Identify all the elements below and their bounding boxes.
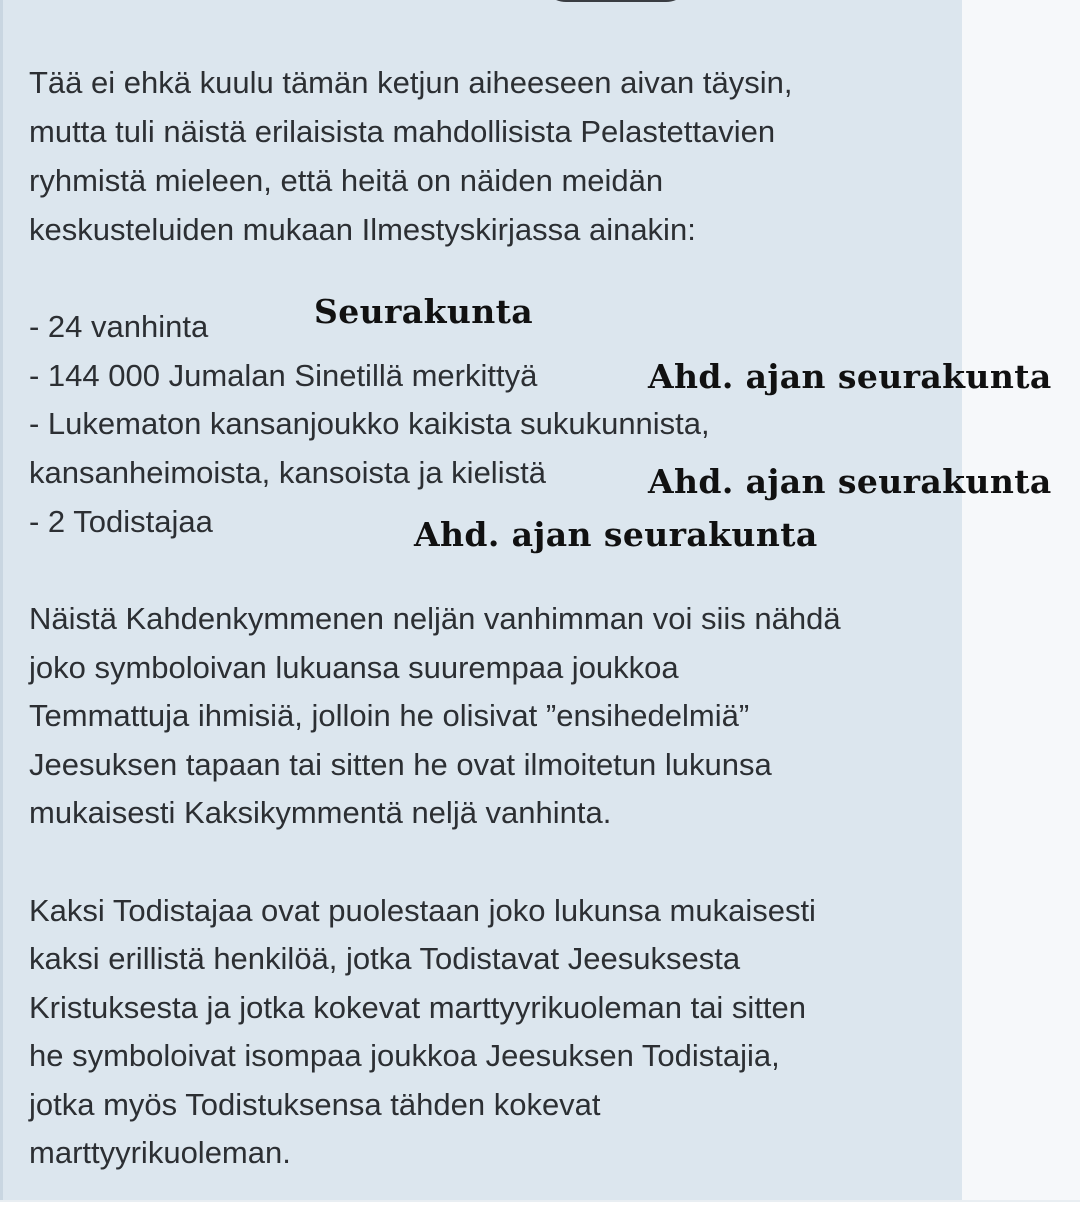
paragraph-3-line: Kristuksesta ja jotka kokevat marttyyrikuoleman tai sitten bbox=[29, 990, 807, 1025]
list-item-24-elders: - 24 vanhinta bbox=[29, 309, 209, 344]
paragraph-3-line: marttyyrikuoleman. bbox=[29, 1135, 291, 1170]
paragraph-2-line: Jeesuksen tapaan tai sitten he ovat ilmoitetun lukunsa bbox=[29, 747, 772, 782]
list-item-two-witnesses: - 2 Todistajaa bbox=[29, 504, 213, 539]
annotation-ahd-ajan-seurakunta: Ahd. ajan seurakunta bbox=[648, 462, 1052, 501]
paragraph-3-line: he symboloivat isompaa joukkoa Jeesuksen Todistajia, bbox=[29, 1038, 780, 1073]
list-item-multitude-continued: kansanheimoista, kansoista ja kielistä bbox=[29, 455, 546, 490]
paragraph-1-line: keskusteluiden mukaan Ilmestyskirjassa ainakin: bbox=[29, 212, 696, 247]
bottom-divider bbox=[0, 1200, 1080, 1202]
list-item-144000: - 144 000 Jumalan Sinetillä merkittyä bbox=[29, 358, 538, 393]
panel-edge bbox=[0, 0, 3, 1200]
paragraph-2-line: Näistä Kahdenkymmenen neljän vanhimman voi siis nähdä bbox=[29, 601, 841, 636]
paragraph-2-line: joko symboloivan lukuansa suurempaa joukkoa bbox=[29, 650, 679, 685]
cut-off-top-element bbox=[540, 0, 692, 2]
paragraph-1-line: mutta tuli näistä erilaisista mahdollisista Pelastettavien bbox=[29, 114, 776, 149]
paragraph-1-line: ryhmistä mieleen, että heitä on näiden meidän bbox=[29, 163, 664, 198]
paragraph-2-line: mukaisesti Kaksikymmentä neljä vanhinta. bbox=[29, 795, 612, 830]
paragraph-3-line: kaksi erillistä henkilöä, jotka Todistavat Jeesuksesta bbox=[29, 941, 741, 976]
paragraph-1-line: Tää ei ehkä kuulu tämän ketjun aiheeseen aivan täysin, bbox=[29, 65, 793, 100]
annotation-ahd-ajan-seurakunta: Ahd. ajan seurakunta bbox=[648, 357, 1052, 396]
paragraph-3-line: jotka myös Todistuksensa tähden kokevat bbox=[29, 1087, 601, 1122]
list-item-multitude: - Lukematon kansanjoukko kaikista sukukunnista, bbox=[29, 406, 710, 441]
annotation-ahd-ajan-seurakunta: Ahd. ajan seurakunta bbox=[414, 515, 818, 554]
paragraph-2-line: Temmattuja ihmisiä, jolloin he olisivat ”ensihedelmiä” bbox=[29, 698, 750, 733]
paragraph-3-line: Kaksi Todistajaa ovat puolestaan joko lukunsa mukaisesti bbox=[29, 893, 816, 928]
annotation-seurakunta: Seurakunta bbox=[314, 292, 534, 331]
right-margin bbox=[962, 0, 1080, 1200]
